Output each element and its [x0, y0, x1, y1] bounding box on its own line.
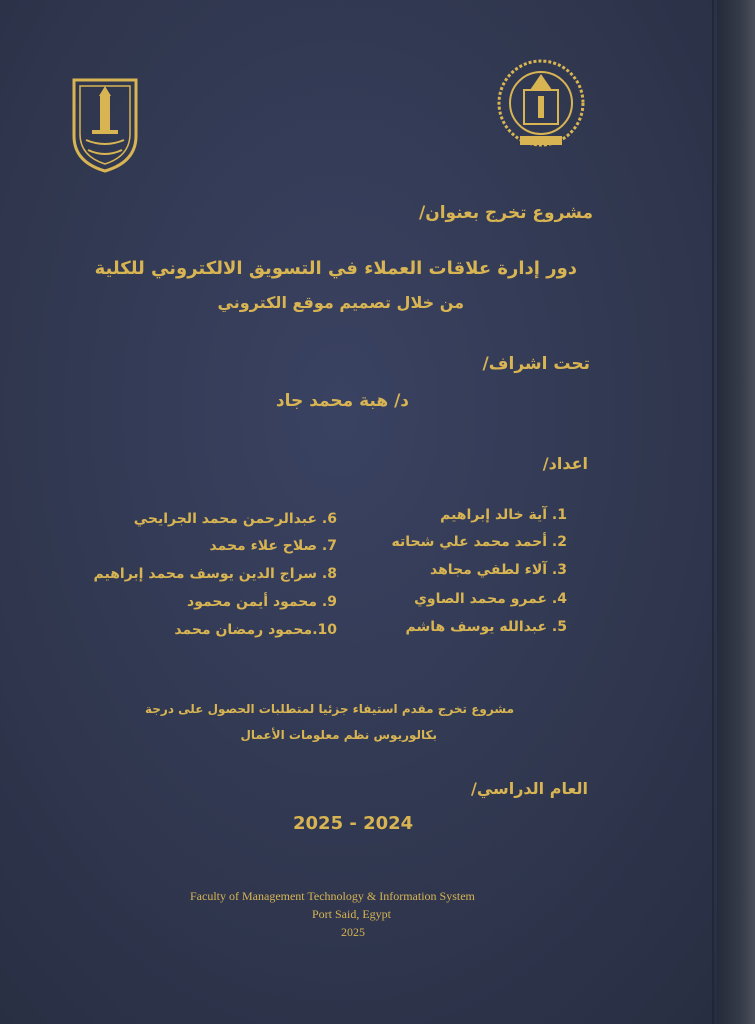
faculty-seal-logo: [494, 56, 588, 150]
student-10: 10.محمود رمضان محمد: [174, 622, 337, 638]
degree-note-line-1: مشروع تخرج مقدم استيفاء جزئيا لمتطلبات الحصول على درجة: [144, 702, 514, 716]
student-3: 3. آلاء لطفي مجاهد: [429, 562, 567, 578]
prepared-by-label: اعداد/: [542, 454, 588, 473]
student-1: 1. آية خالد إبراهيم: [440, 507, 567, 523]
heading: مشروع تخرج بعنوان/: [418, 203, 593, 223]
supervisor-name: د/ هبة محمد جاد: [275, 391, 409, 411]
academic-year-label: العام الدراسي/: [470, 779, 588, 798]
student-5: 5. عبدالله يوسف هاشم: [405, 619, 567, 635]
footer-year: 2025: [341, 925, 365, 939]
student-9: 9. محمود أيمن محمود: [187, 594, 337, 610]
title-line-1: دور إدارة علاقات العملاء في التسويق الالكتروني للكلية: [94, 258, 577, 279]
supervision-label: تحت اشراف/: [482, 354, 590, 374]
student-7: 7. صلاح علاء محمد: [209, 538, 337, 554]
student-6: 6. عبدالرحمن محمد الجرايحي: [133, 511, 337, 527]
student-4: 4. عمرو محمد الصاوي: [414, 591, 567, 607]
degree-note-line-2: بكالوريوس نظم معلومات الأعمال: [240, 728, 437, 742]
academic-year-value: 2025 - 2024: [293, 813, 414, 834]
book-spine-edge: [717, 0, 755, 1024]
title-line-2: من خلال تصميم موقع الكتروني: [217, 293, 464, 312]
footer-faculty: Faculty of Management Technology & Information System: [190, 889, 475, 903]
spine-crease: [712, 0, 714, 1024]
footer-location: Port Said, Egypt: [312, 907, 392, 921]
student-2: 2. أحمد محمد علي شحاته: [391, 534, 567, 550]
university-shield-logo: [70, 76, 140, 174]
student-8: 8. سراج الدين يوسف محمد إبراهيم: [93, 566, 337, 582]
